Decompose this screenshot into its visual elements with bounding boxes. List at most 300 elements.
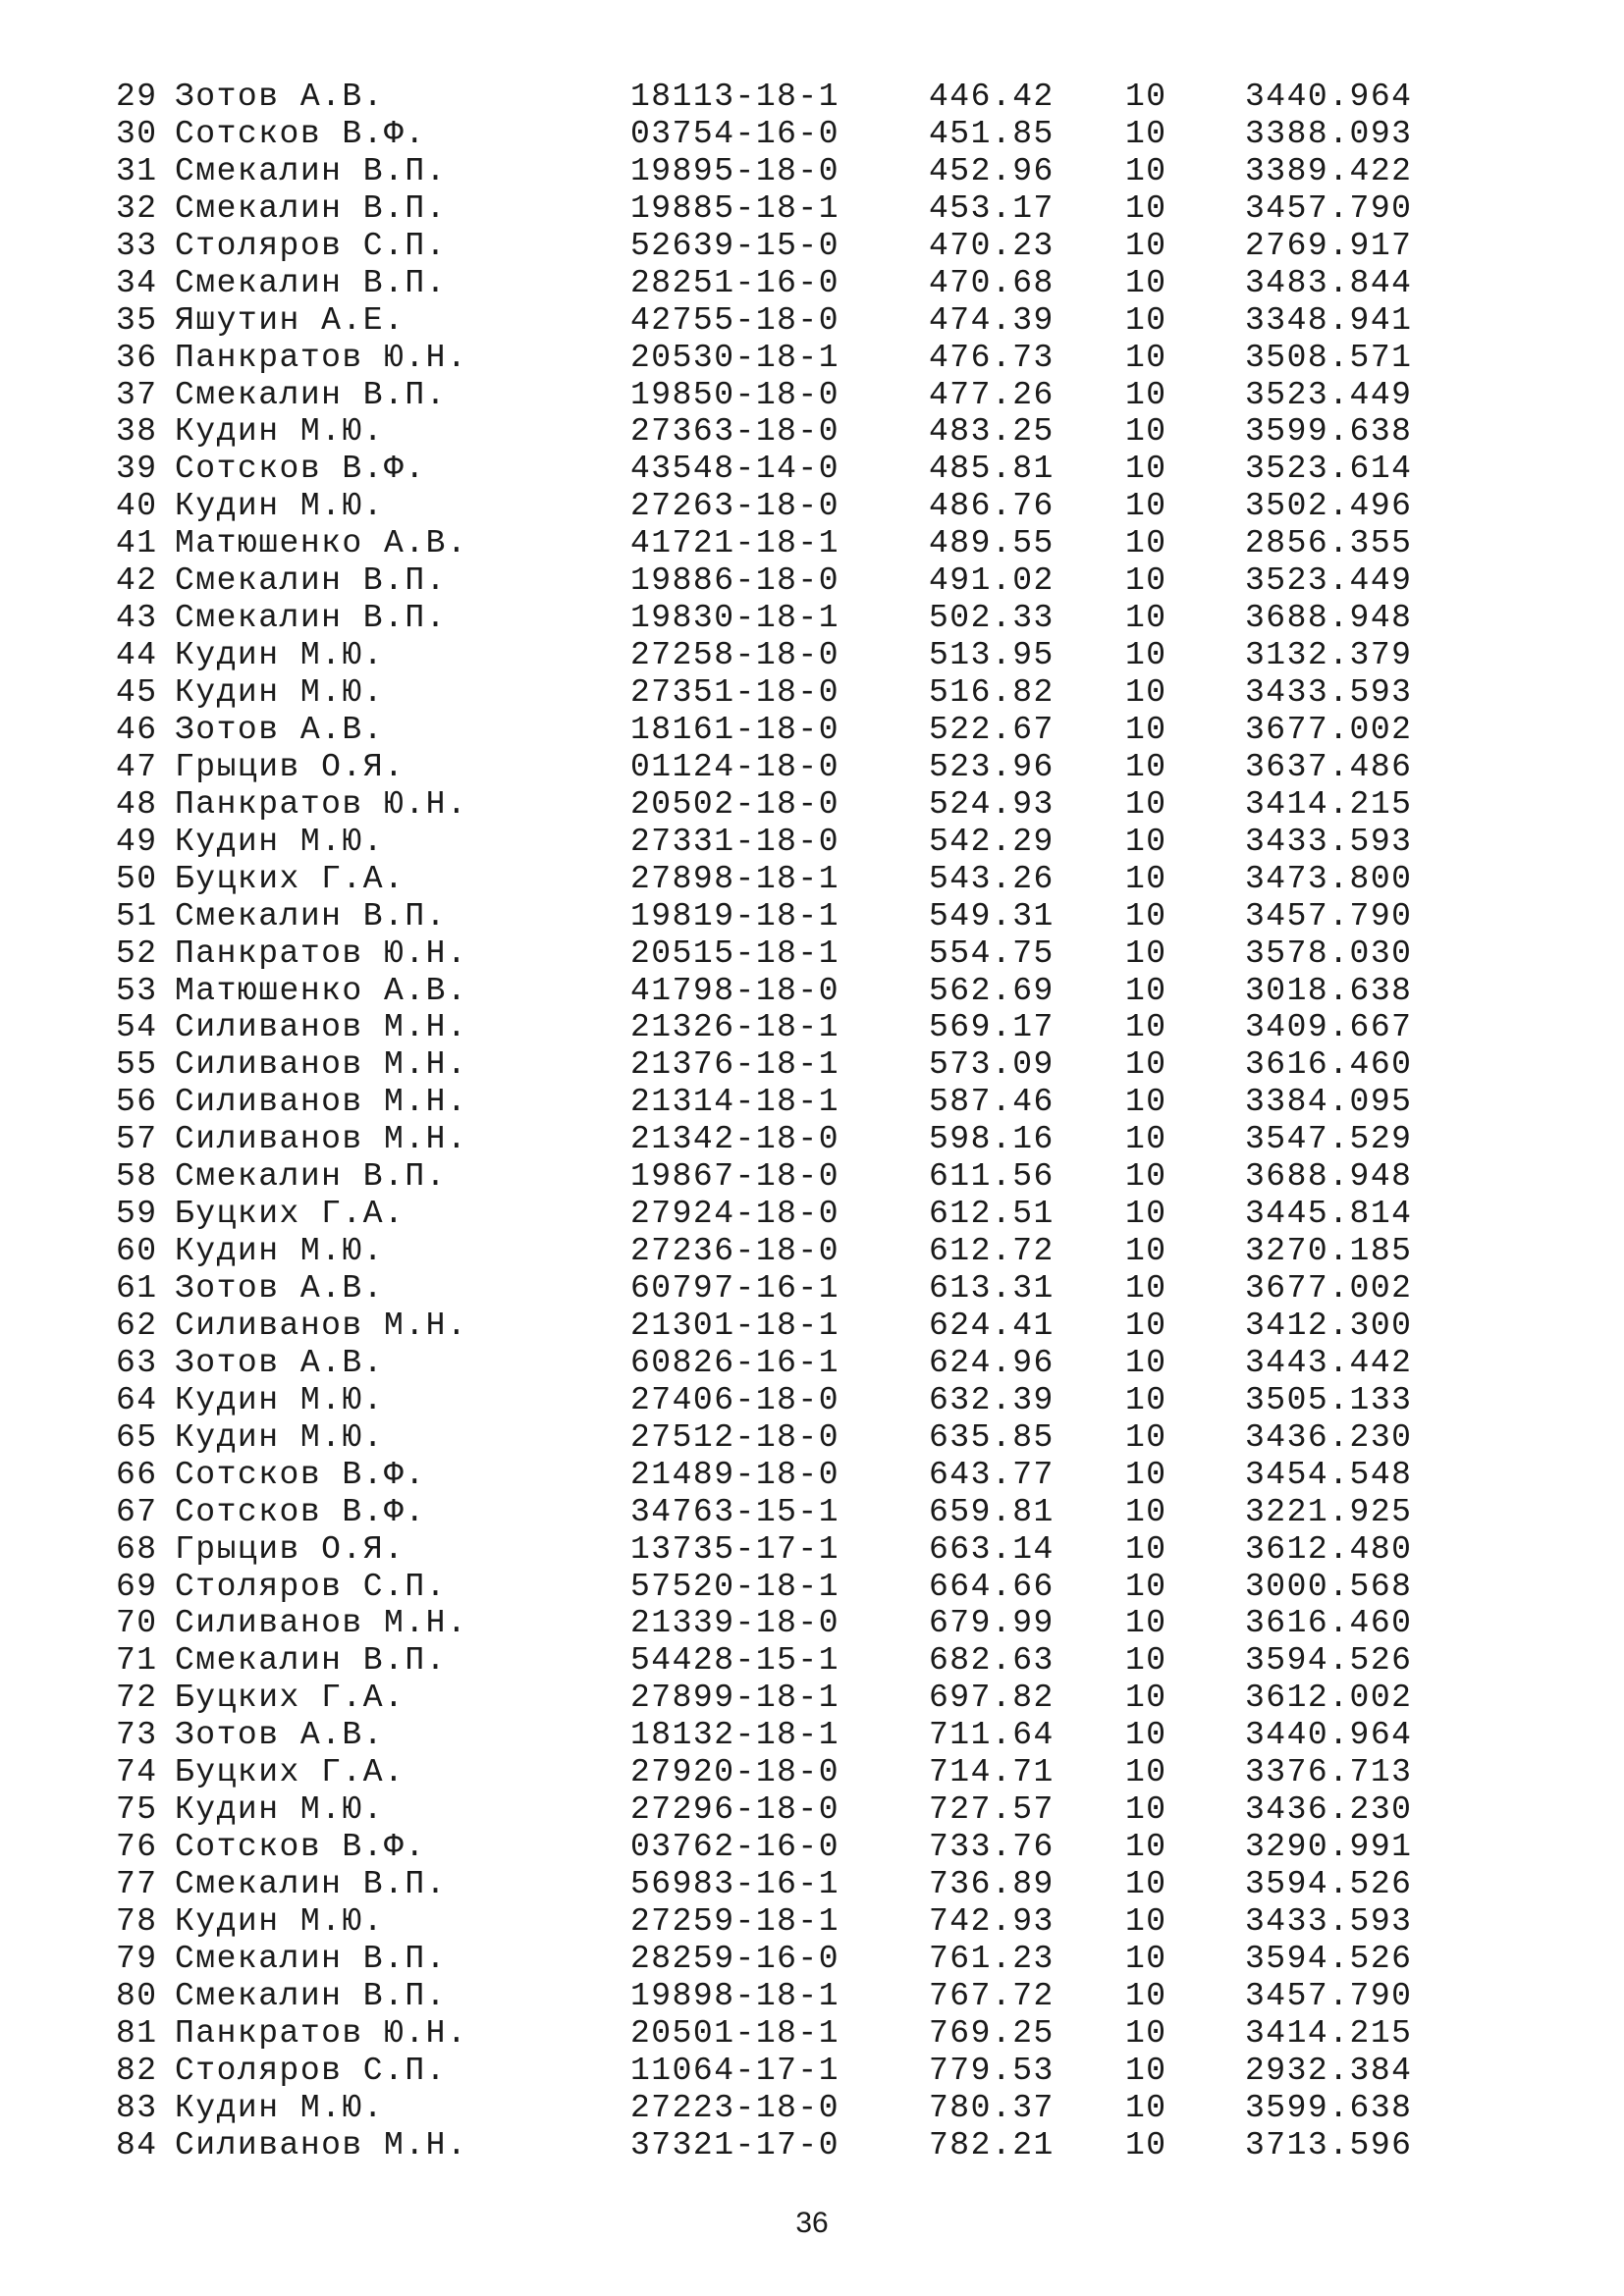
row-number: 52 (116, 934, 158, 972)
score-value: 3270.185 (1245, 1233, 1413, 1270)
record-code: 43548-14-0 (630, 451, 840, 488)
score-value: 3436.230 (1245, 1791, 1413, 1829)
count-value: 10 (1125, 1680, 1167, 1717)
record-code: 56983-16-1 (630, 1866, 840, 1902)
person-name: Столяров С.П. (175, 227, 447, 264)
score-value: 3599.638 (1245, 413, 1413, 451)
list-item (116, 1829, 1432, 1866)
list-item (116, 2127, 1432, 2164)
score-value: 3594.526 (1245, 1940, 1413, 1977)
person-name: Грыцив О.Я. (175, 1530, 406, 1568)
list-item (116, 1308, 1432, 1345)
record-code: 28251-16-0 (630, 264, 840, 301)
score-value: 3616.460 (1245, 1046, 1413, 1084)
person-name: Панкратов Ю.Н. (175, 2014, 468, 2052)
row-number: 42 (116, 562, 158, 600)
record-code: 28259-16-0 (630, 1940, 840, 1977)
person-name: Зотов А.В. (175, 711, 385, 748)
person-name: Сотсков В.Ф. (175, 451, 426, 488)
measure-value: 542.29 (929, 823, 1055, 860)
measure-value: 573.09 (929, 1046, 1055, 1084)
person-name: Кудин М.Ю. (175, 2089, 385, 2126)
row-number: 58 (116, 1158, 158, 1196)
list-item (116, 1046, 1432, 1084)
row-number: 30 (116, 115, 158, 152)
list-item (116, 302, 1432, 340)
score-value: 3677.002 (1245, 711, 1413, 748)
list-item (116, 1978, 1432, 2015)
score-value: 3018.638 (1245, 972, 1413, 1009)
record-code: 03754-16-0 (630, 115, 840, 152)
score-value: 3445.814 (1245, 1196, 1413, 1233)
count-value: 10 (1125, 1977, 1167, 2014)
count-value: 10 (1125, 860, 1167, 897)
measure-value: 569.17 (929, 1009, 1055, 1046)
score-value: 3457.790 (1245, 189, 1413, 227)
list-item (116, 1345, 1432, 1382)
person-name: Кудин М.Ю. (175, 1381, 385, 1418)
person-name: Сотсков В.Ф. (175, 1493, 426, 1530)
score-value: 3443.442 (1245, 1344, 1413, 1381)
measure-value: 524.93 (929, 785, 1055, 823)
measure-value: 477.26 (929, 376, 1055, 413)
score-value: 3505.133 (1245, 1381, 1413, 1418)
row-number: 69 (116, 1568, 158, 1605)
count-value: 10 (1125, 1605, 1167, 1642)
count-value: 10 (1125, 1866, 1167, 1902)
list-item (116, 898, 1432, 935)
list-item (116, 637, 1432, 674)
row-number: 57 (116, 1121, 158, 1158)
row-number: 35 (116, 301, 158, 339)
row-number: 36 (116, 339, 158, 376)
row-number: 43 (116, 600, 158, 637)
row-number: 82 (116, 2052, 158, 2089)
measure-value: 742.93 (929, 1902, 1055, 1940)
score-value: 3414.215 (1245, 2014, 1413, 2052)
person-name: Смекалин В.П. (175, 1940, 447, 1977)
row-number: 59 (116, 1196, 158, 1233)
person-name: Кудин М.Ю. (175, 674, 385, 711)
row-number: 53 (116, 972, 158, 1009)
measure-value: 523.96 (929, 748, 1055, 785)
record-code: 27223-18-0 (630, 2089, 840, 2126)
list-item (116, 488, 1432, 525)
record-code: 18132-18-1 (630, 1717, 840, 1754)
row-number: 70 (116, 1605, 158, 1642)
measure-value: 697.82 (929, 1680, 1055, 1717)
measure-value: 502.33 (929, 600, 1055, 637)
row-number: 68 (116, 1530, 158, 1568)
score-value: 3473.800 (1245, 860, 1413, 897)
list-item (116, 525, 1432, 562)
row-number: 80 (116, 1977, 158, 2014)
person-name: Смекалин В.П. (175, 152, 447, 189)
measure-value: 489.55 (929, 525, 1055, 562)
person-name: Кудин М.Ю. (175, 1902, 385, 1940)
measure-value: 779.53 (929, 2052, 1055, 2089)
measure-value: 516.82 (929, 674, 1055, 711)
score-value: 2932.384 (1245, 2052, 1413, 2089)
person-name: Кудин М.Ю. (175, 823, 385, 860)
record-code: 13735-17-1 (630, 1530, 840, 1568)
row-number: 67 (116, 1493, 158, 1530)
score-value: 3677.002 (1245, 1270, 1413, 1307)
record-code: 18161-18-0 (630, 711, 840, 748)
record-code: 60797-16-1 (630, 1270, 840, 1307)
list-item (116, 861, 1432, 898)
score-value: 3594.526 (1245, 1642, 1413, 1680)
score-value: 3440.964 (1245, 1717, 1413, 1754)
person-name: Кудин М.Ю. (175, 1791, 385, 1829)
measure-value: 780.37 (929, 2089, 1055, 2126)
person-name: Буцких Г.А. (175, 1196, 406, 1233)
person-name: Кудин М.Ю. (175, 1233, 385, 1270)
score-value: 3376.713 (1245, 1754, 1413, 1791)
count-value: 10 (1125, 1530, 1167, 1568)
measure-value: 635.85 (929, 1418, 1055, 1456)
count-value: 10 (1125, 711, 1167, 748)
count-value: 10 (1125, 1456, 1167, 1493)
measure-value: 679.99 (929, 1605, 1055, 1642)
score-value: 3612.002 (1245, 1680, 1413, 1717)
record-code: 42755-18-0 (630, 301, 840, 339)
measure-value: 632.39 (929, 1381, 1055, 1418)
person-name: Сотсков В.Ф. (175, 1829, 426, 1866)
measure-value: 663.14 (929, 1530, 1055, 1568)
row-number: 50 (116, 860, 158, 897)
person-name: Силиванов М.Н. (175, 2126, 468, 2163)
record-code: 19898-18-1 (630, 1977, 840, 2014)
row-number: 65 (116, 1418, 158, 1456)
person-name: Смекалин В.П. (175, 189, 447, 227)
person-name: Зотов А.В. (175, 1344, 385, 1381)
score-value: 3440.964 (1245, 79, 1413, 115)
score-value: 3523.449 (1245, 376, 1413, 413)
measure-value: 711.64 (929, 1717, 1055, 1754)
results-list (116, 79, 1432, 2164)
measure-value: 486.76 (929, 488, 1055, 525)
count-value: 10 (1125, 2126, 1167, 2163)
row-number: 66 (116, 1456, 158, 1493)
list-item (116, 1791, 1432, 1829)
row-number: 73 (116, 1717, 158, 1754)
list-item (116, 1605, 1432, 1642)
row-number: 54 (116, 1009, 158, 1046)
score-value: 3000.568 (1245, 1568, 1413, 1605)
measure-value: 491.02 (929, 562, 1055, 600)
measure-value: 714.71 (929, 1754, 1055, 1791)
person-name: Панкратов Ю.Н. (175, 339, 468, 376)
measure-value: 549.31 (929, 897, 1055, 934)
list-item (116, 1457, 1432, 1494)
measure-value: 664.66 (929, 1568, 1055, 1605)
record-code: 57520-18-1 (630, 1568, 840, 1605)
list-item (116, 1941, 1432, 1978)
score-value: 3414.215 (1245, 785, 1413, 823)
score-value: 3433.593 (1245, 674, 1413, 711)
list-item (116, 1382, 1432, 1419)
row-number: 77 (116, 1866, 158, 1902)
score-value: 3433.593 (1245, 1902, 1413, 1940)
list-item (116, 749, 1432, 786)
measure-value: 451.85 (929, 115, 1055, 152)
score-value: 3389.422 (1245, 152, 1413, 189)
count-value: 10 (1125, 79, 1167, 115)
score-value: 2769.917 (1245, 227, 1413, 264)
measure-value: 598.16 (929, 1121, 1055, 1158)
record-code: 60826-16-1 (630, 1344, 840, 1381)
list-item (116, 228, 1432, 265)
record-code: 20502-18-0 (630, 785, 840, 823)
list-item (116, 2053, 1432, 2090)
measure-value: 624.41 (929, 1307, 1055, 1344)
list-item (116, 1680, 1432, 1717)
row-number: 47 (116, 748, 158, 785)
count-value: 10 (1125, 301, 1167, 339)
person-name: Буцких Г.А. (175, 860, 406, 897)
measure-value: 485.81 (929, 451, 1055, 488)
row-number: 56 (116, 1084, 158, 1121)
row-number: 83 (116, 2089, 158, 2126)
count-value: 10 (1125, 1084, 1167, 1121)
person-name: Зотов А.В. (175, 79, 385, 115)
row-number: 60 (116, 1233, 158, 1270)
row-number: 39 (116, 451, 158, 488)
count-value: 10 (1125, 1902, 1167, 1940)
record-code: 21339-18-0 (630, 1605, 840, 1642)
measure-value: 761.23 (929, 1940, 1055, 1977)
count-value: 10 (1125, 1568, 1167, 1605)
list-item (116, 377, 1432, 414)
record-code: 20515-18-1 (630, 934, 840, 972)
person-name: Зотов А.В. (175, 1270, 385, 1307)
row-number: 61 (116, 1270, 158, 1307)
person-name: Грыцив О.Я. (175, 748, 406, 785)
count-value: 10 (1125, 1009, 1167, 1046)
record-code: 21342-18-0 (630, 1121, 840, 1158)
list-item (116, 79, 1432, 116)
list-item (116, 935, 1432, 973)
person-name: Кудин М.Ю. (175, 413, 385, 451)
list-item (116, 413, 1432, 451)
score-value: 3436.230 (1245, 1418, 1413, 1456)
record-code: 21301-18-1 (630, 1307, 840, 1344)
count-value: 10 (1125, 637, 1167, 674)
list-item (116, 1158, 1432, 1196)
score-value: 3688.948 (1245, 1158, 1413, 1196)
person-name: Матюшенко А.В. (175, 972, 468, 1009)
page-number: 36 (795, 2207, 829, 2239)
score-value: 3713.596 (1245, 2126, 1413, 2163)
score-value: 3637.486 (1245, 748, 1413, 785)
record-code: 21376-18-1 (630, 1046, 840, 1084)
count-value: 10 (1125, 1233, 1167, 1270)
row-number: 55 (116, 1046, 158, 1084)
count-value: 10 (1125, 1381, 1167, 1418)
row-number: 45 (116, 674, 158, 711)
record-code: 19886-18-0 (630, 562, 840, 600)
measure-value: 513.95 (929, 637, 1055, 674)
count-value: 10 (1125, 1717, 1167, 1754)
row-number: 81 (116, 2014, 158, 2052)
person-name: Смекалин В.П. (175, 1977, 447, 2014)
score-value: 3409.667 (1245, 1009, 1413, 1046)
count-value: 10 (1125, 823, 1167, 860)
count-value: 10 (1125, 1196, 1167, 1233)
count-value: 10 (1125, 1642, 1167, 1680)
score-value: 3290.991 (1245, 1829, 1413, 1866)
row-number: 40 (116, 488, 158, 525)
row-number: 64 (116, 1381, 158, 1418)
score-value: 3388.093 (1245, 115, 1413, 152)
count-value: 10 (1125, 1344, 1167, 1381)
record-code: 27296-18-0 (630, 1791, 840, 1829)
person-name: Матюшенко А.В. (175, 525, 468, 562)
list-item (116, 1642, 1432, 1680)
row-number: 63 (116, 1344, 158, 1381)
row-number: 79 (116, 1940, 158, 1977)
score-value: 3612.480 (1245, 1530, 1413, 1568)
list-item (116, 340, 1432, 377)
row-number: 48 (116, 785, 158, 823)
list-item (116, 1009, 1432, 1046)
count-value: 10 (1125, 1829, 1167, 1866)
record-code: 19885-18-1 (630, 189, 840, 227)
list-item (116, 1233, 1432, 1270)
person-name: Смекалин В.П. (175, 1866, 447, 1902)
score-value: 3599.638 (1245, 2089, 1413, 2126)
count-value: 10 (1125, 1754, 1167, 1791)
measure-value: 767.72 (929, 1977, 1055, 2014)
person-name: Смекалин В.П. (175, 1158, 447, 1196)
score-value: 3523.614 (1245, 451, 1413, 488)
count-value: 10 (1125, 2052, 1167, 2089)
list-item (116, 600, 1432, 637)
record-code: 41798-18-0 (630, 972, 840, 1009)
count-value: 10 (1125, 1418, 1167, 1456)
person-name: Яшутин А.Е. (175, 301, 406, 339)
list-item (116, 824, 1432, 861)
person-name: Панкратов Ю.Н. (175, 785, 468, 823)
measure-value: 733.76 (929, 1829, 1055, 1866)
record-code: 27263-18-0 (630, 488, 840, 525)
measure-value: 727.57 (929, 1791, 1055, 1829)
measure-value: 769.25 (929, 2014, 1055, 2052)
measure-value: 736.89 (929, 1866, 1055, 1902)
count-value: 10 (1125, 1270, 1167, 1307)
list-item (116, 1866, 1432, 1903)
record-code: 27236-18-0 (630, 1233, 840, 1270)
list-item (116, 973, 1432, 1010)
score-value: 3578.030 (1245, 934, 1413, 972)
list-item (116, 2090, 1432, 2127)
person-name: Смекалин В.П. (175, 376, 447, 413)
person-name: Смекалин В.П. (175, 562, 447, 600)
measure-value: 543.26 (929, 860, 1055, 897)
score-value: 3502.496 (1245, 488, 1413, 525)
record-code: 19819-18-1 (630, 897, 840, 934)
measure-value: 452.96 (929, 152, 1055, 189)
measure-value: 470.68 (929, 264, 1055, 301)
record-code: 27920-18-0 (630, 1754, 840, 1791)
record-code: 27351-18-0 (630, 674, 840, 711)
count-value: 10 (1125, 451, 1167, 488)
person-name: Панкратов Ю.Н. (175, 934, 468, 972)
list-item (116, 265, 1432, 302)
record-code: 21326-18-1 (630, 1009, 840, 1046)
person-name: Буцких Г.А. (175, 1754, 406, 1791)
measure-value: 613.31 (929, 1270, 1055, 1307)
measure-value: 476.73 (929, 339, 1055, 376)
person-name: Смекалин В.П. (175, 1642, 447, 1680)
person-name: Силиванов М.Н. (175, 1046, 468, 1084)
list-item (116, 1531, 1432, 1569)
count-value: 10 (1125, 1493, 1167, 1530)
count-value: 10 (1125, 600, 1167, 637)
person-name: Сотсков В.Ф. (175, 1456, 426, 1493)
record-code: 54428-15-1 (630, 1642, 840, 1680)
measure-value: 470.23 (929, 227, 1055, 264)
count-value: 10 (1125, 189, 1167, 227)
row-number: 84 (116, 2126, 158, 2163)
list-item (116, 1754, 1432, 1791)
person-name: Столяров С.П. (175, 2052, 447, 2089)
measure-value: 612.51 (929, 1196, 1055, 1233)
list-item (116, 1196, 1432, 1233)
count-value: 10 (1125, 339, 1167, 376)
list-item (116, 1903, 1432, 1941)
record-code: 27898-18-1 (630, 860, 840, 897)
record-code: 27363-18-0 (630, 413, 840, 451)
record-code: 37321-17-0 (630, 2126, 840, 2163)
record-code: 19850-18-0 (630, 376, 840, 413)
measure-value: 562.69 (929, 972, 1055, 1009)
row-number: 33 (116, 227, 158, 264)
row-number: 32 (116, 189, 158, 227)
row-number: 78 (116, 1902, 158, 1940)
count-value: 10 (1125, 1158, 1167, 1196)
measure-value: 453.17 (929, 189, 1055, 227)
record-code: 21314-18-1 (630, 1084, 840, 1121)
measure-value: 659.81 (929, 1493, 1055, 1530)
row-number: 76 (116, 1829, 158, 1866)
score-value: 3508.571 (1245, 339, 1413, 376)
row-number: 71 (116, 1642, 158, 1680)
count-value: 10 (1125, 674, 1167, 711)
list-item (116, 562, 1432, 600)
count-value: 10 (1125, 1791, 1167, 1829)
list-item (116, 190, 1432, 228)
count-value: 10 (1125, 525, 1167, 562)
count-value: 10 (1125, 115, 1167, 152)
record-code: 41721-18-1 (630, 525, 840, 562)
count-value: 10 (1125, 562, 1167, 600)
score-value: 3348.941 (1245, 301, 1413, 339)
row-number: 34 (116, 264, 158, 301)
person-name: Буцких Г.А. (175, 1680, 406, 1717)
score-value: 3433.593 (1245, 823, 1413, 860)
measure-value: 554.75 (929, 934, 1055, 972)
record-code: 27406-18-0 (630, 1381, 840, 1418)
score-value: 3457.790 (1245, 1977, 1413, 2014)
score-value: 3616.460 (1245, 1605, 1413, 1642)
measure-value: 474.39 (929, 301, 1055, 339)
record-code: 19867-18-0 (630, 1158, 840, 1196)
row-number: 62 (116, 1307, 158, 1344)
row-number: 38 (116, 413, 158, 451)
row-number: 51 (116, 897, 158, 934)
